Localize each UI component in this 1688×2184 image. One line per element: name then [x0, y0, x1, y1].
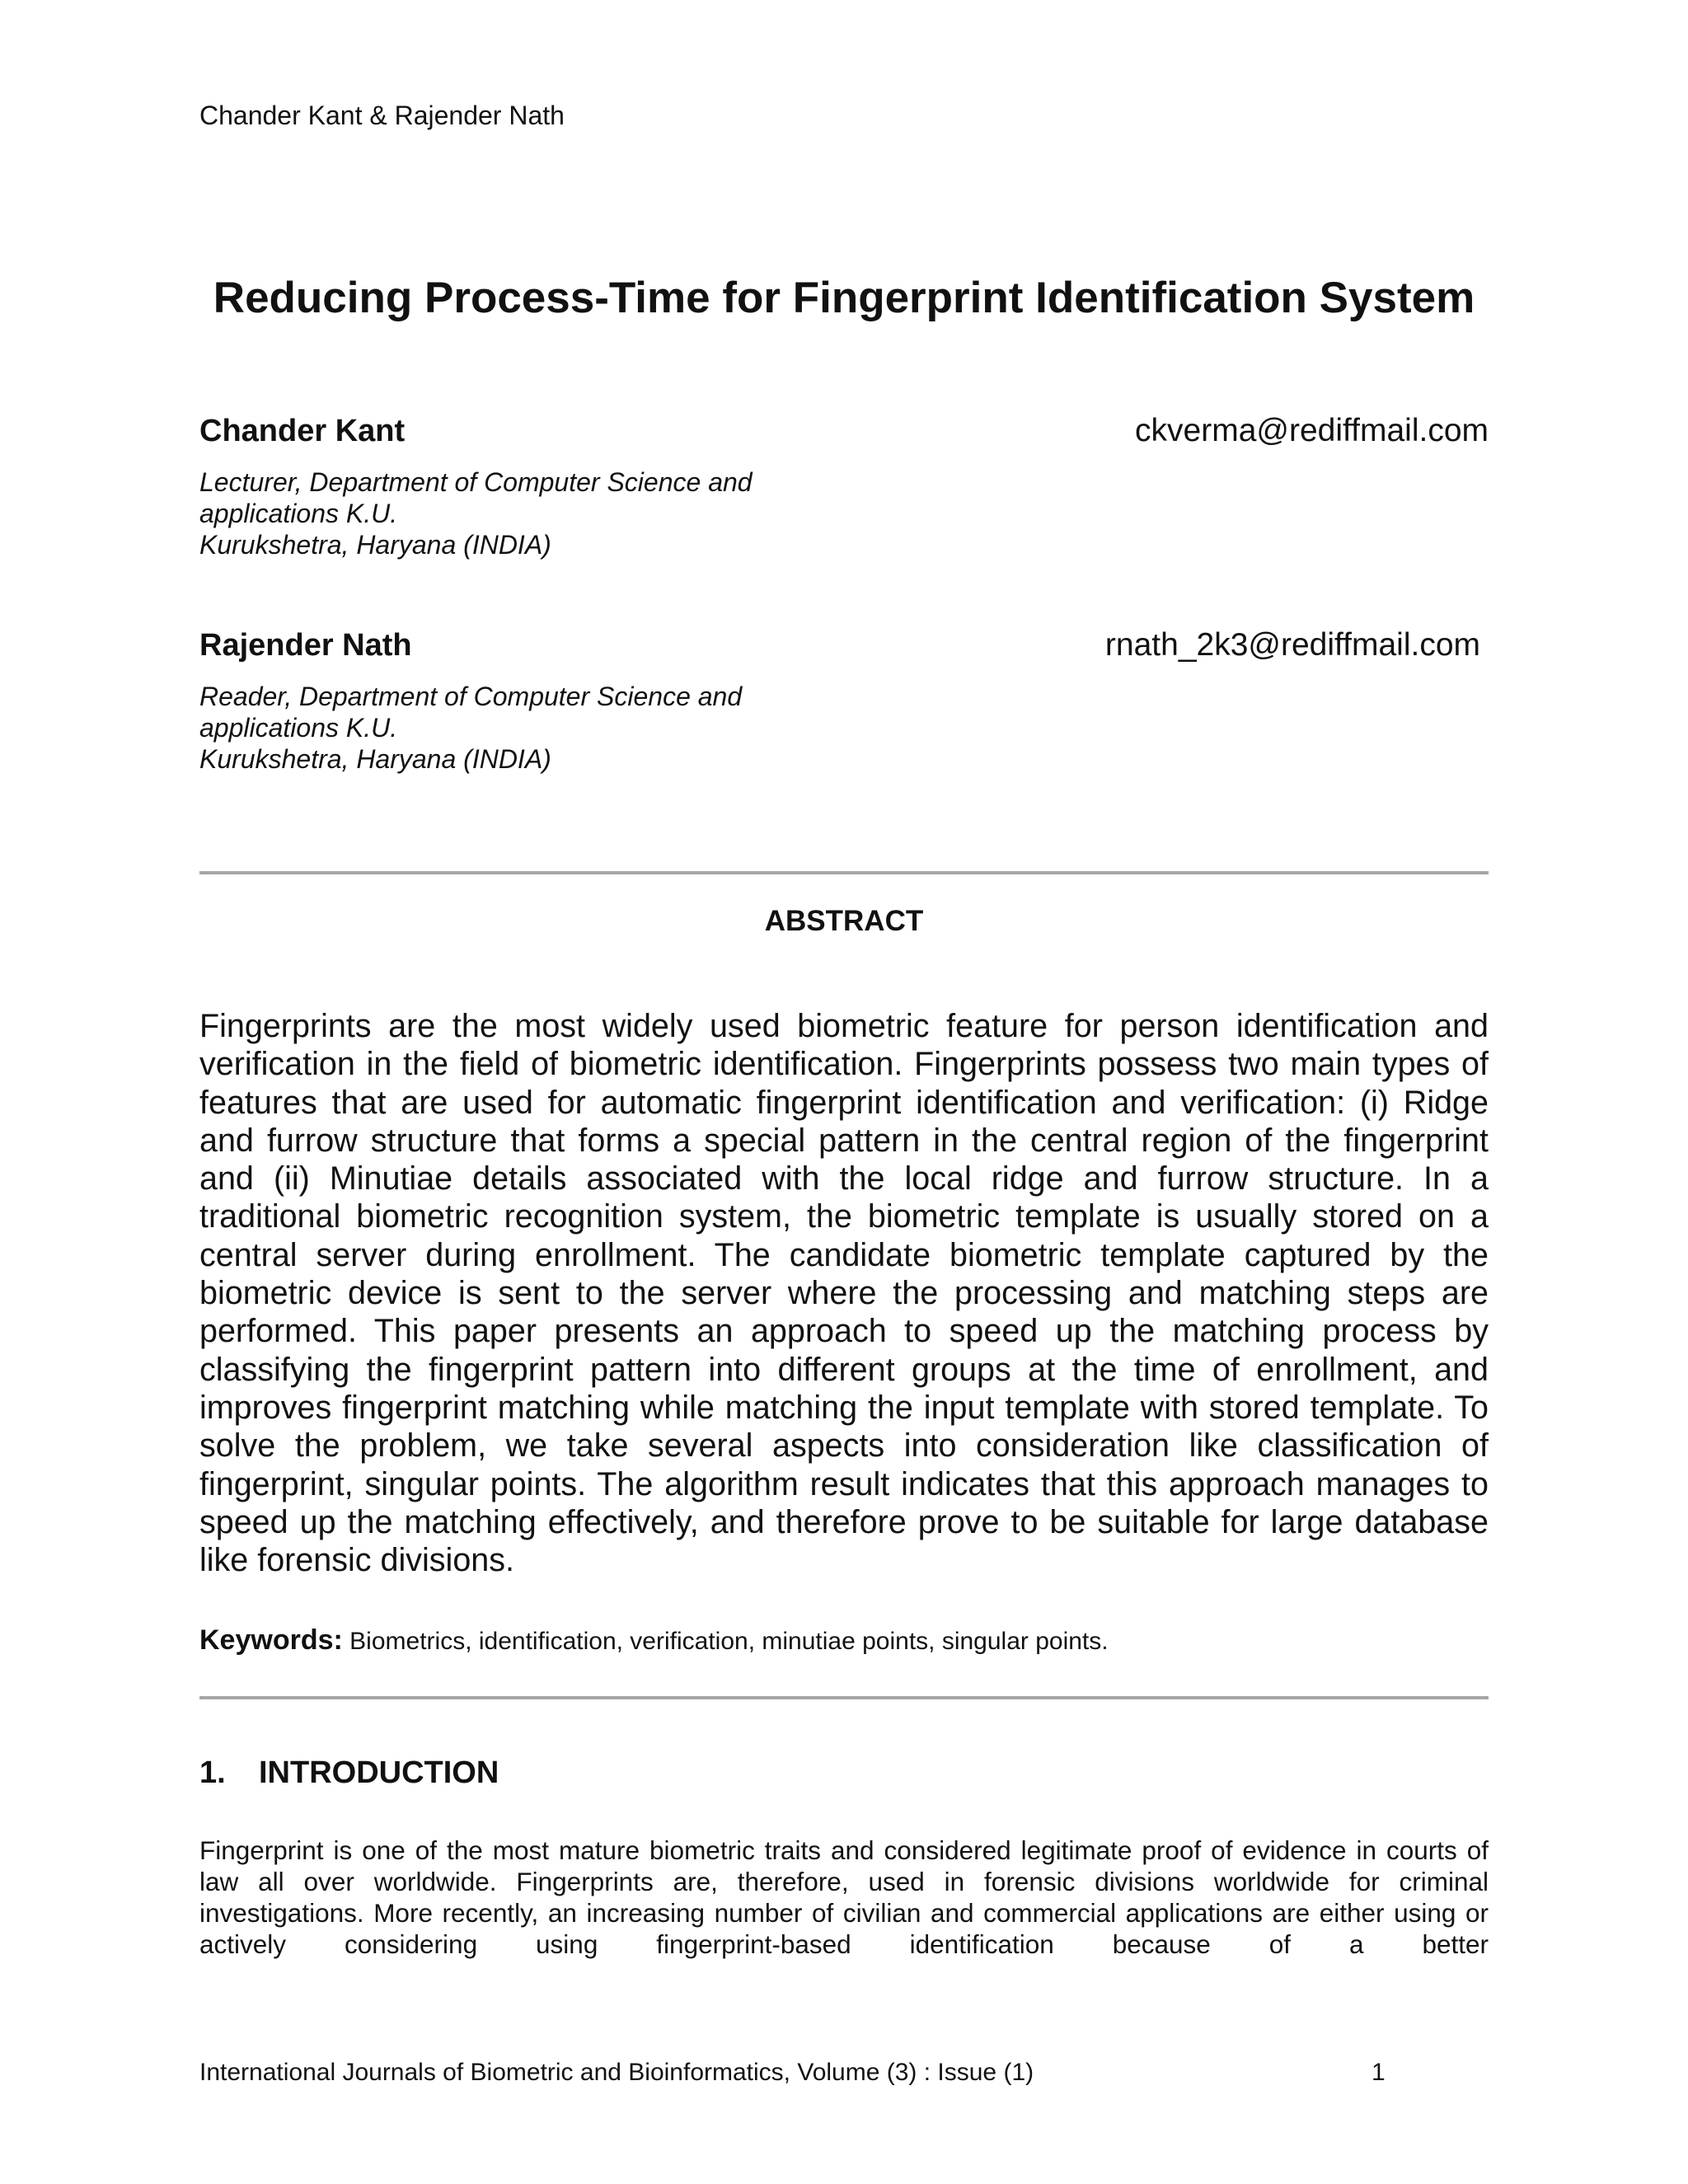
- abstract-heading: ABSTRACT: [764, 905, 924, 937]
- author-affiliation: [199, 466, 1489, 560]
- affiliation-line: Kurukshetra, Haryana (INDIA): [199, 530, 551, 560]
- author-email: ckverma@rediffmail.com: [1135, 413, 1489, 448]
- affiliation-line: applications K.U.: [199, 713, 398, 743]
- keywords-text: Biometrics, identification, verification, minutiae points, singular points.: [349, 1628, 1109, 1655]
- author-affiliation: [199, 681, 1489, 775]
- running-header: Chander Kant & Rajender Nath: [199, 101, 565, 130]
- section-title: INTRODUCTION: [259, 1755, 499, 1790]
- divider-rule: [199, 1696, 1489, 1699]
- author-block-2: [199, 626, 1489, 775]
- section-number: 1.: [199, 1755, 226, 1790]
- author-name: Rajender Nath: [199, 628, 412, 663]
- author-email: rnath_2k3@rediffmail.com: [1104, 627, 1480, 663]
- divider-rule: [199, 871, 1489, 874]
- section-heading-introduction: [199, 1754, 499, 1792]
- author-name: Chander Kant: [199, 414, 406, 448]
- footer-page-number: 1: [1372, 2059, 1386, 2086]
- footer-journal-citation: International Journals of Biometric and Bioinformatics, Volume (3) : Issue (1): [199, 2059, 1034, 2086]
- abstract-body: Fingerprints are the most widely used biometric feature for person identification and verification in the field of biometric identification. Fingerprints possess two main types of features that are used for automatic fingerprint identification and verification: (i) Ridge and furrow structure that forms a special pattern in the central region of the fingerprint and (ii) Minutiae details associated with the local ridge and furrow structure. In a traditional biometric recognition system, the biometric template is usually stored on a central server during enrollment. The candidate biometric template captured by the biometric device is sent to the server where the processing and matching steps are performed. This paper presents an approach to speed up the matching process by classifying the fingerprint pattern into different groups at the time of enrollment, and improves fingerprint matching while matching the input template with stored template. To solve the problem, we take several aspects into consideration like classification of fingerprint, singular points. The algorithm result indicates that this approach manages to speed up the matching effectively, and therefore prove to be suitable for large database like forensic divisions.: [199, 1008, 1489, 1579]
- introduction-body: Fingerprint is one of the most mature biometric traits and considered legitimate proof of evidence in courts of law all over worldwide. Fingerprints are, therefore, used in forensic divisions worldwide for criminal investigations. More recently, an increasing number of civilian and commercial applications are either using or actively considering using fingerprint-based identification because of a better: [199, 1835, 1489, 1959]
- keywords-line: [199, 1624, 1489, 1658]
- keywords-label: Keywords:: [199, 1624, 343, 1656]
- author-block-1: [199, 412, 1489, 560]
- affiliation-line: Kurukshetra, Haryana (INDIA): [199, 744, 551, 774]
- affiliation-line: Lecturer, Department of Computer Science and: [199, 467, 753, 497]
- paper-title: Reducing Process-Time for Fingerprint Identification System: [213, 274, 1475, 322]
- affiliation-line: applications K.U.: [199, 499, 398, 528]
- affiliation-line: Reader, Department of Computer Science and: [199, 682, 743, 711]
